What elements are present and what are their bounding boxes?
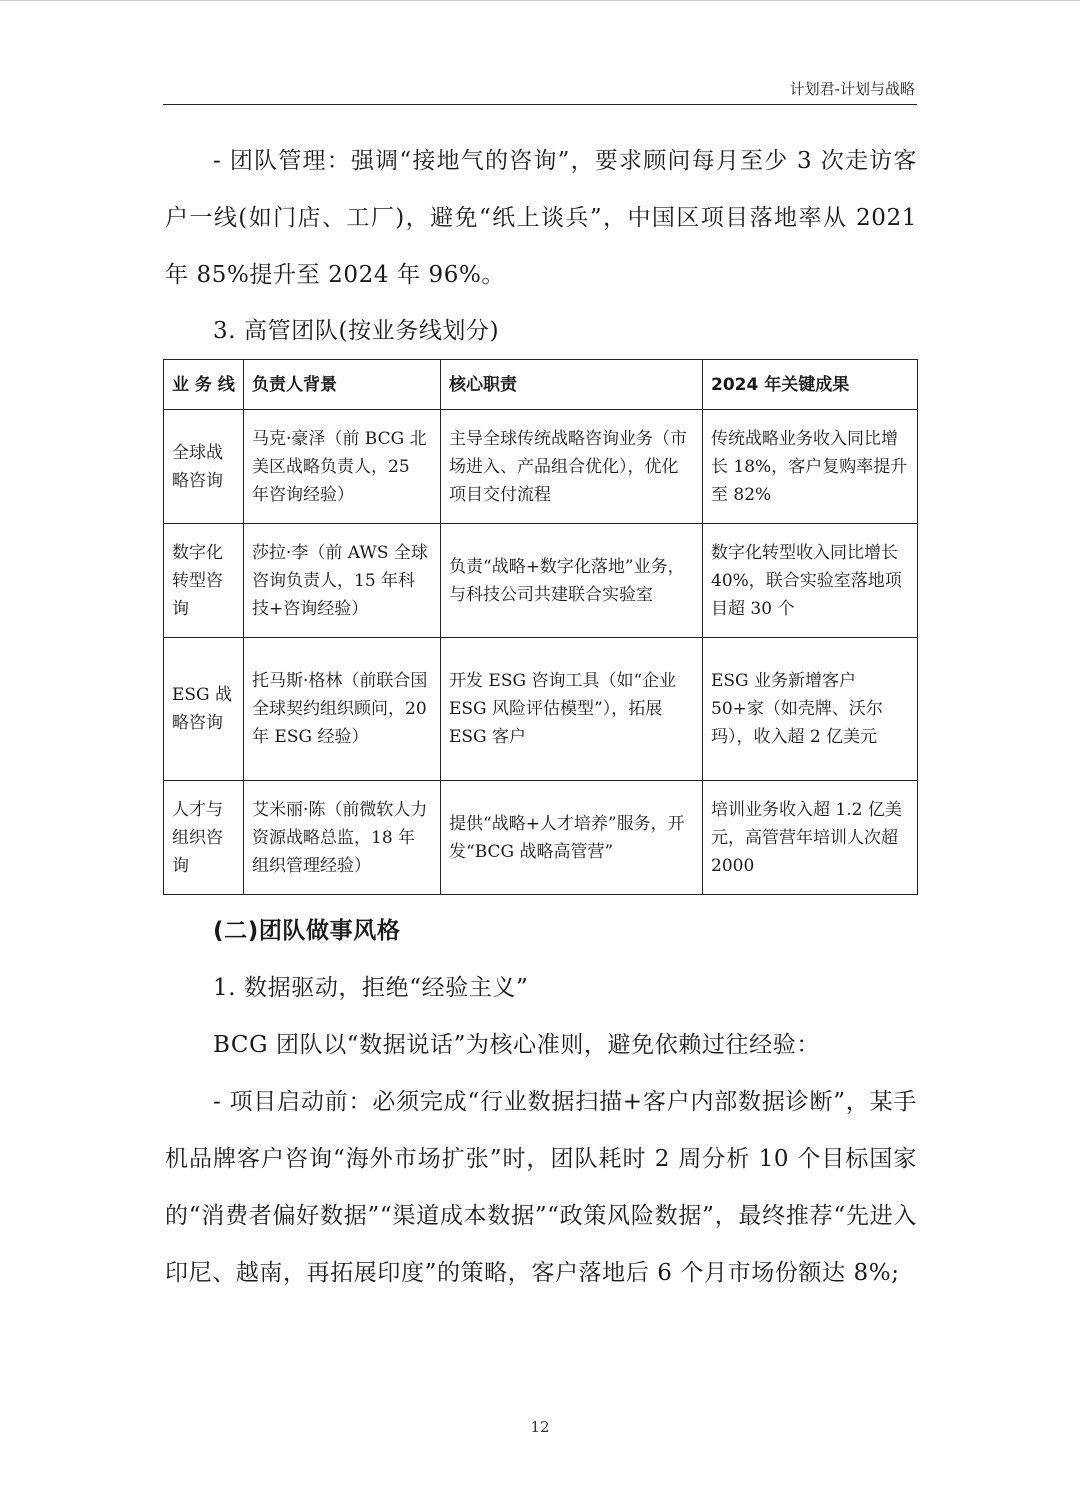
table-cell: 负责“战略+数字化落地”业务，与科技公司共建联合实验室 [441,524,703,638]
table-cell: 数字化转型咨询 [164,524,244,638]
paragraph-project-kickoff: - 项目启动前：必须完成“行业数据扫描+客户内部数据诊断”，某手机品牌客户咨询“海外市场扩张”时，团队耗时 2 周分析 10 个目标国家的“消费者偏好数据”“渠道成本数据”“政策风险数据”，最终推荐“先进入印尼、越南，再拓展印度”的策略，客户落地后 6 个月市场份额达 8%; [165,1089,917,1286]
table-cell: 主导全球传统战略咨询业务（市场进入、产品组合优化），优化项目交付流程 [441,410,703,524]
paragraph-team-management: - 团队管理：强调“接地气的咨询”，要求顾问每月至少 3 次走访客户一线(如门店、工厂)，避免“纸上谈兵”，中国区项目落地率从 2021 年 85%提升至 2024 年 96%。 [165,148,917,288]
table-header-row [164,360,918,410]
table-cell: 人才与组织咨询 [164,781,244,895]
table-header-cell: 业 务 线 [164,360,244,410]
table-cell: 数字化转型收入同比增长 40%，联合实验室落地项目超 30 个 [703,524,918,638]
table-row [164,638,918,781]
table-cell: 莎拉·李（前 AWS 全球咨询负责人，15 年科技+咨询经验） [244,524,441,638]
table-cell: 马克·豪泽（前 BCG 北美区战略负责人，25 年咨询经验） [244,410,441,524]
table-cell: 托马斯·格林（前联合国全球契约组织顾问，20 年 ESG 经验） [244,638,441,781]
table-cell: 艾米丽·陈（前微软人力资源战略总监，18 年组织管理经验） [244,781,441,895]
paragraph-exec-team-heading: 3. 高管团队(按业务线划分) [213,318,500,344]
exec-team-table [163,359,918,895]
table-row [164,524,918,638]
table-row [164,781,918,895]
table-cell: 提供“战略+人才培养”服务，开发“BCG 战略高管营” [441,781,703,895]
table-cell: 开发 ESG 咨询工具（如“企业 ESG 风险评估模型”），拓展 ESG 客户 [441,638,703,781]
header-title: 计划君-计划与战略 [789,80,915,98]
paragraph-bcg-principle: BCG 团队以“数据说话”为核心准则，避免依赖过往经验： [213,1032,820,1058]
table-cell: ESG 业务新增客户 50+家（如壳牌、沃尔玛），收入超 2 亿美元 [703,638,918,781]
table-cell: 培训业务收入超 1.2 亿美元，高管营年培训人次超 2000 [703,781,918,895]
page-header [163,78,917,105]
table-header-cell: 负责人背景 [244,360,441,410]
section-title: (二)团队做事风格 [213,918,401,944]
table-header-cell: 核心职责 [441,360,703,410]
table-cell: 全球战略咨询 [164,410,244,524]
table-cell: 传统战略业务收入同比增长 18%，客户复购率提升至 82% [703,410,918,524]
table-header-cell: 2024 年关键成果 [703,360,918,410]
page-number: 12 [530,1418,550,1436]
page-top-border [0,0,1080,1]
paragraph-data-driven-heading: 1. 数据驱动，拒绝“经验主义” [213,975,529,1001]
table-row [164,410,918,524]
table-cell: ESG 战略咨询 [164,638,244,781]
